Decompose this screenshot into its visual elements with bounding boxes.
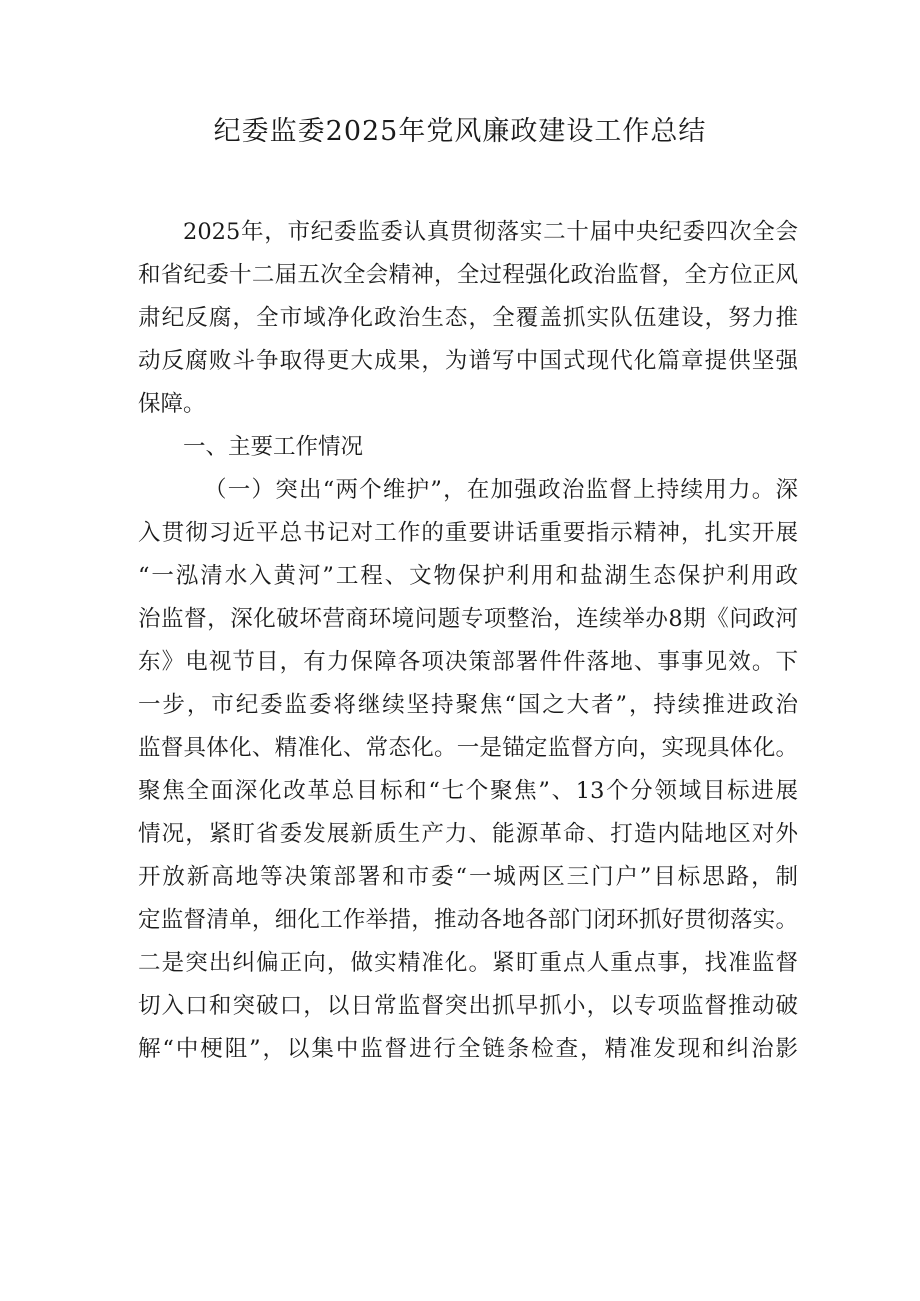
- document-body: [138, 211, 798, 1071]
- paragraph-2-line-4: 治监督，深化破坏营商环境问题专项整治，连续举办8期《问政河: [138, 606, 798, 632]
- paragraph-2-line-3: “一泓清水入黄河”工程、文物保护利用和盐湖生态保护利用政: [138, 563, 798, 589]
- paragraph-1-line-1: 2025年，市纪委监委认真贯彻落实二十届中央纪委四次全会: [183, 219, 798, 245]
- paragraph-2-line-6: 一步，市纪委监委将继续坚持聚焦“国之大者”，持续推进政治: [138, 692, 798, 718]
- paragraph-1-line-5: 保障。: [138, 391, 206, 417]
- paragraph-2-line-12: 二是突出纠偏正向，做实精准化。紧盯重点人重点事，找准监督: [138, 950, 798, 976]
- paragraph-2-line-8: 聚焦全面深化改革总目标和“七个聚焦”、13个分领域目标进展: [138, 778, 798, 804]
- paragraph-1-line-2: 和省纪委十二届五次全会精神，全过程强化政治监督，全方位正风: [138, 262, 798, 288]
- paragraph-2-line-9: 情况，紧盯省委发展新质生产力、能源革命、打造内陆地区对外: [138, 821, 798, 847]
- paragraph-2-line-2: 入贯彻习近平总书记对工作的重要讲话重要指示精神，扎实开展: [138, 520, 798, 546]
- paragraph-2-line-13: 切入口和突破口，以日常监督突出抓早抓小，以专项监督推动破: [138, 993, 798, 1019]
- paragraph-2-line-7: 监督具体化、精准化、常态化。一是锚定监督方向，实现具体化。: [138, 735, 798, 761]
- paragraph-2-line-10: 开放新高地等决策部署和市委“一城两区三门户”目标思路，制: [138, 864, 798, 890]
- paragraph-1-line-3: 肃纪反腐，全市域净化政治生态，全覆盖抓实队伍建设，努力推: [138, 305, 798, 331]
- document-title: 纪委监委2025年党风廉政建设工作总结: [213, 116, 707, 147]
- section-heading-1: 一、主要工作情况: [183, 434, 364, 460]
- paragraph-2-line-11: 定监督清单，细化工作举措，推动各地各部门闭环抓好贯彻落实。: [138, 907, 798, 933]
- paragraph-1-line-4: 动反腐败斗争取得更大成果，为谱写中国式现代化篇章提供坚强: [138, 348, 798, 374]
- paragraph-2-line-1: （一）突出“两个维护”，在加强政治监督上持续用力。深: [204, 477, 798, 503]
- paragraph-2-line-5: 东》电视节目，有力保障各项决策部署件件落地、事事见效。下: [138, 649, 798, 675]
- paragraph-2-line-14: 解“中梗阻”，以集中监督进行全链条检查，精准发现和纠治影: [138, 1036, 798, 1062]
